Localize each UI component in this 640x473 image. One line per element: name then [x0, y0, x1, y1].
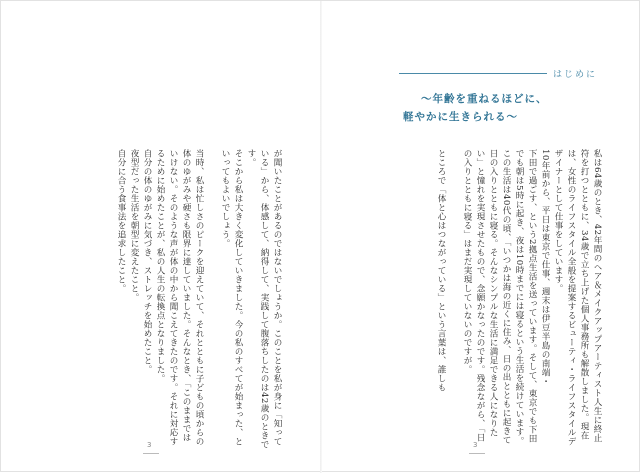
headline-line-1: 〜年齢を重ねるほどに、 [421, 93, 548, 105]
left-paragraph-5: 夜型だった生活を朝型に変えたこと。 [129, 149, 139, 302]
page-number-right: 3 [473, 441, 478, 449]
left-paragraph-2: そこから私は大きく変化していきました。今の私のすべてが始まった、といってもよいでしょう。 [220, 149, 243, 446]
left-paragraph-4: 自分の体のゆがみに気づき、ストレッチを始めたこと。 [142, 149, 152, 374]
header-rule [399, 73, 547, 74]
left-paragraph-3: 当時、私は忙しさのピークを迎えていて、それとともに子どもの頃からの体のゆがみや硬さも限界に達していました。そんなとき、「このままではいけない。そのような声が体の中から聞こえてきたのです。それに対応するために始めたことが、私の人生の転換点となりました。 [155, 149, 204, 446]
page-number-left: 3 [147, 441, 152, 449]
headline-line-2: 軽やかに生きられる〜 [403, 111, 518, 123]
right-note: 10年前から、平日は東京で仕事、週末は伊豆半島の南端・ [540, 149, 550, 386]
left-paragraph-1: が聞いたことがあるのではないでしょうか。このことを私が身に「知っている」から、体感して、納得して、実践して腹落ちしたのは42歳のときです。 [246, 149, 282, 449]
right-paragraph-2: 下田で過ごす、という2拠点生活を送っています。そして、東京でも下田でも朝は5時に起き、夜は10時までには寝るという生活を続けています。この生活は40代の頃、「いつかは海の近くに住み、日の出とともに起きて日の入りとともに寝る。そんなシンプルな生活に満足できる人になりたい」と憧れを実現させたもので、念願かなったのです。残念ながら、「日の入りとともに寝る」はまだ実現していないのですが。 [462, 149, 537, 446]
right-page-body [403, 149, 603, 449]
left-page-body [73, 149, 283, 449]
left-paragraph-6: 自分に合う食事法を追求したこと。 [116, 149, 126, 293]
right-paragraph-3: ところで「体と心はつながっている」という言葉は、誰しも [436, 149, 446, 392]
right-paragraph-1: 私は64歳のとき、42年間のヘア＆メイクアップアーティスト人生に終止符を打つとともに、34歳で立ち上げた個人事務所も解散しました。現在は、女性のライフスタイル全般を提案するビューティ・ライフスタイルデザイナーとして仕事をしています。 [553, 149, 602, 446]
gutter [320, 1, 322, 473]
section-label: はじめに [553, 70, 598, 80]
